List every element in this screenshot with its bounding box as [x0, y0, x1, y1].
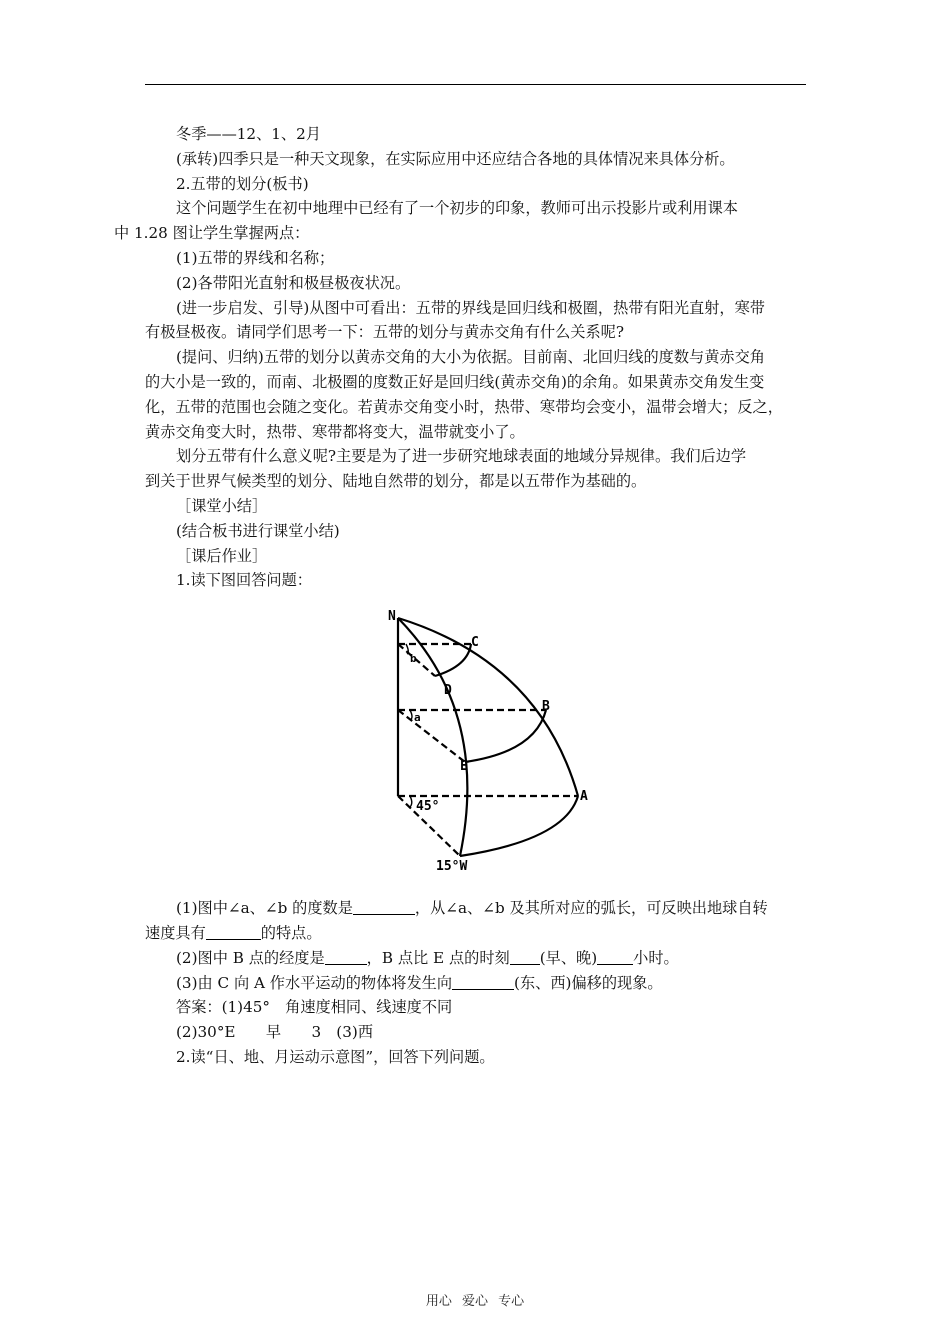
point-1: (1)五带的界线和名称； — [176, 248, 335, 267]
label-angle-a: a — [414, 711, 421, 724]
question-1-part-1: (1)图中∠a、∠b 的度数是 ，从∠a、∠b 及其所对应的弧长，可反映出地球自转 速度具有 的特点。 — [145, 899, 768, 942]
parallel-arc-b — [465, 710, 546, 762]
heading-homework: ［课后作业］ — [176, 546, 268, 565]
label-angle-b: b — [410, 652, 417, 665]
point-2: (2)各带阳光直射和极昼极夜状况。 — [176, 273, 411, 292]
question-1-heading: 1.读下图回答问题： — [176, 571, 312, 590]
label-n: N — [388, 609, 396, 624]
footer-text-3: 专心 — [498, 1294, 525, 1309]
dash-radius-e — [398, 710, 465, 762]
section-heading-five-zones: 2.五带的划分(板书) — [176, 174, 309, 193]
label-c: C — [471, 635, 479, 650]
footer-text-2: 爱心 — [461, 1294, 488, 1309]
equator-arc — [460, 796, 578, 856]
question-2-heading: 2.读“日、地、月运动示意图”，回答下列问题。 — [176, 1047, 495, 1066]
document-body — [114, 122, 806, 1070]
parallel-arc-c — [435, 644, 471, 676]
page-footer — [0, 1290, 950, 1309]
footer-text-1: 用心 — [425, 1294, 452, 1309]
question-1-part-3: (3)由 C 向 A 作水平运动的物体将发生向 (东、西)偏移的现象。 — [176, 973, 663, 992]
line-winter: 冬季——12、1、2月 — [176, 125, 321, 143]
earth-rotation-figure — [380, 602, 600, 874]
header-rule — [145, 84, 806, 85]
line-class-summary: (结合板书进行课堂小结) — [176, 521, 340, 540]
label-45-degrees: 45° — [416, 799, 440, 814]
label-e: E — [460, 759, 468, 774]
para-meaning: 划分五带有什么意义呢?主要是为了进一步研究地球表面的地域分异规律。我们后边学 到关于世界气候类型的划分、陆地自然带的划分，都是以五带作为基础的。 — [145, 447, 747, 491]
answer-line-2: (2)30°E 早 3 (3)西 — [176, 1023, 374, 1042]
heading-class-summary: ［课堂小结］ — [176, 496, 268, 515]
label-a: A — [580, 789, 588, 804]
answer-line-1: 答案：(1)45° 角速度相同、线速度不同 — [176, 998, 453, 1017]
question-1-part-2: (2)图中 B 点的经度是 ，B 点比 E 点的时刻 (早、晚) 小时。 — [176, 948, 679, 967]
para-summary: (提问、归纳)五带的划分以黄赤交角的大小为依据。目前南、北回归线的度数与黄赤交角 的大小是一致的，而南、北极圈的度数正好是回归线(黄赤交角)的余角。如果黄赤交角发生变 化，五带的范围也会随之变化。若黄赤交角变小时，热带、寒带均会变小，温带会增大；反之， 黄赤交角变大时，热带、寒带都将变大，温带就变小了。 — [145, 348, 783, 441]
label-15w: 15°W — [436, 859, 468, 874]
para-intro: 这个问题学生在初中地理中已经有了一个初步的印象，教师可出示投影片或利用课本 中 1.28 图让学生掌握两点： — [114, 199, 738, 243]
label-d: D — [444, 683, 452, 698]
para-guide: (进一步启发、引导)从图中可看出：五带的界线是回归线和极圈，热带有阳光直射，寒带 有极昼极夜。请同学们思考一下：五带的划分与黄赤交角有什么关系呢? — [145, 298, 765, 342]
line-transition: (承转)四季只是一种天文现象，在实际应用中还应结合各地的具体情况来具体分析。 — [176, 149, 735, 168]
label-b: B — [542, 699, 550, 714]
